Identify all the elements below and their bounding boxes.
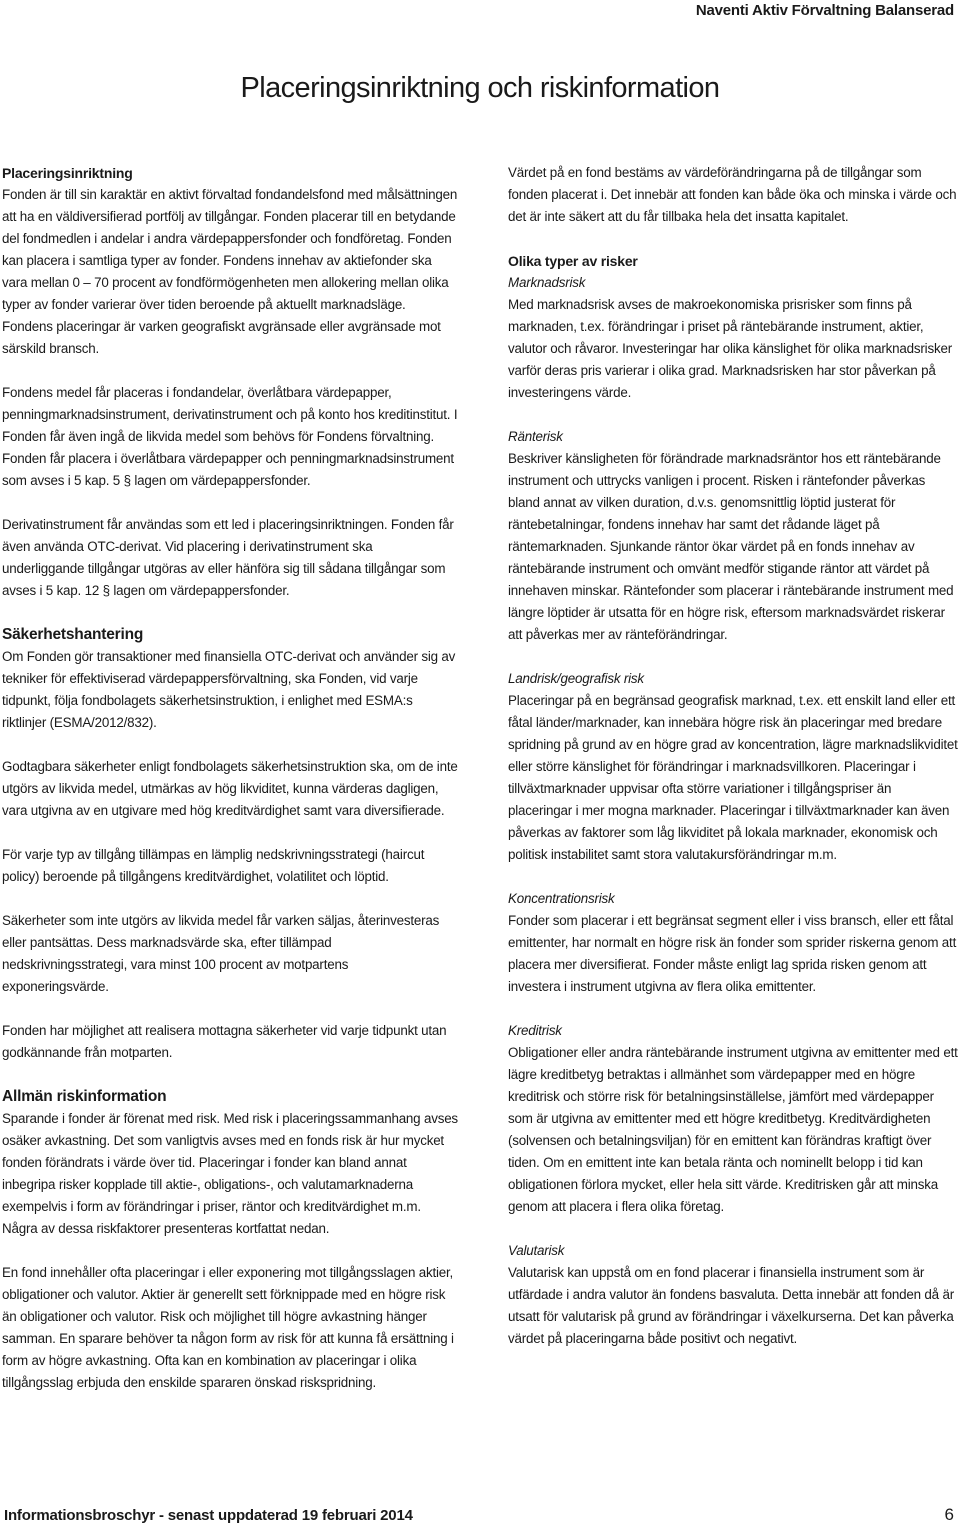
sakerhetshantering-paragraph-2: Godtagbara säkerheter enligt fondbolagets säkerhetsinstruktion ska, om de inte utgörs av likvida medel, utmärkas av hög likviditet, kunna värderas dagligen, vara utgivna av en utgivare med hög kreditvärdighet samt vara diversifierade. bbox=[2, 759, 458, 818]
sakerhetshantering-paragraph-5: Fonden har möjlighet att realisera mottagna säkerheter vid varje tidpunkt utan godkännande från motparten. bbox=[2, 1023, 447, 1060]
allman-riskinformation-paragraph-1: Sparande i fonder är förenat med risk. Med risk i placeringssammanhang avses osäker avkastning. Det som vanligtvis avses med en fonds risk är hur mycket fonden förändrats i värde över tid. Placeringar i fonder kan bland annat inbegripa risker kopplade till aktie-, obligations-, och valutamarknaderna exempelvis i form av förändringar i priser, räntor och kreditvärdighet m.m. Några av dessa riskfaktorer presenteras kortfattat nedan. bbox=[2, 1111, 458, 1236]
allman-riskinformation-paragraph-2: En fond innehåller ofta placeringar i eller exponering mot tillgångsslagen aktier, obligationer och valutor. Aktier är generellt sett förknippade med en högre risk än obligationer och valutor. Risk och möjlighet till högre avkastning hänger samman. En sparare behöver ta någon form av risk för att kunna få ersättning i form av högre avkastning. Ofta kan en kombination av placeringar i olika tillgångsslag erbjuda den enskilde spararen önskad riskspridning. bbox=[2, 1265, 454, 1390]
koncentrationsrisk-subheading: Koncentrationsrisk bbox=[508, 891, 615, 906]
page-title: Placeringsinriktning och riskinformation bbox=[240, 72, 720, 104]
placeringsinriktning-paragraph-2: Fondens medel får placeras i fondandelar, överlåtbara värdepapper, penningmarknadsinstrument, derivatinstrument och på konto hos kreditinstitut. I Fonden får även ingå de likvida medel som behövs för Fondens förvaltning. Fonden får placera i överlåtbara värdepapper och penningmarknadsinstrument som avses i 5 kap. 5 § lagen om värdepappersfonder. bbox=[2, 385, 458, 488]
placeringsinriktning-paragraph-3: Derivatinstrument får användas som ett led i placeringsinriktningen. Fonden får även använda OTC-derivat. Vid placering i derivatinstrument ska underliggande tillgångar utgöras av eller hänföra sig till sådana tillgångar som avses i 5 kap. 12 § lagen om värdepappersfonder. bbox=[2, 517, 454, 598]
fondvarde-intro-paragraph: Värdet på en fond bestäms av värdeförändringarna på de tillgångar som fonden placerat i. Det innebär att fonden kan både öka och minska i värde och det är inte säkert att du får tillbaka hela det insatta kapitalet. bbox=[508, 165, 957, 224]
placeringsinriktning-paragraph-1: Fonden är till sin karaktär en aktivt förvaltad fondandelsfond med målsättningen att ha en väldiversifierad portfölj av tillgångar. Fonden placerar till en betydande del fondmedlen i andelar i andra värdepappersfonder och fondföretag. Fonden kan placera i samtliga typer av fonder. Fondens innehav av aktiefonder ska vara mellan 0 – 70 procent av fondförmögenheten men allokering mellan olika typer av fonder varierar över tiden beroende på aktuellt marknadsläge. Fondens placeringar är varken geografiskt avgränsade eller avgränsade mot särskild bransch. bbox=[2, 187, 458, 356]
allman-riskinformation-heading: Allmän riskinformation bbox=[2, 1088, 167, 1105]
kreditrisk-subheading: Kreditrisk bbox=[508, 1023, 562, 1038]
right-column bbox=[508, 162, 958, 1350]
left-column bbox=[2, 162, 458, 1394]
ranterisk-subheading: Ränterisk bbox=[508, 429, 563, 444]
landrisk-paragraph: Placeringar på en begränsad geografisk marknad, t.ex. ett enskilt land eller ett fåtal länder/marknader, kan innebära högre risk än placeringar med bredare spridning på grund av en högre grad av koncentration, lägre marknadslikviditet eller större känslighet för förändringar i marknadsvillkoren. Placeringar i tillväxtmarknader uppvisar ofta större variationer i tillgångspriser än placeringar i mer mogna marknader. Placeringar i tillväxtmarknader kan även påverkas av faktorer som låg likviditet på lokala marknader, ekonomisk och politisk instabilitet samt stora valutakursförändringar m.m. bbox=[508, 693, 958, 862]
footer-updated-text: Informationsbroschyr - senast uppdaterad 19 februari 2014 bbox=[4, 1507, 413, 1524]
kreditrisk-paragraph: Obligationer eller andra räntebärande instrument utgivna av emittenter med ett lägre kreditbetyg betraktas i allmänhet som värdepapper med en högre kreditrisk och större risk för betalningsinställelse, jämfört med värdepapper som är utgivna av emittenter med ett högre kreditbetyg. Kreditvärdigheten (solvensen och betalningsviljan) för en emittent kan förändras kraftigt över tiden. Om en emittent inte kan betala ränta och nominellt belopp i tid kan obligationen förlora mycket, eller hela sitt värde. Kreditrisken går att minska genom att placera i flera olika företag. bbox=[508, 1045, 958, 1214]
marknadsrisk-subheading: Marknadsrisk bbox=[508, 275, 586, 290]
marknadsrisk-paragraph: Med marknadsrisk avses de makroekonomiska prisrisker som finns på marknaden, t.ex. förändringar i priset på räntebärande instrument, aktier, valutor och råvaror. Investeringar har olika känslighet för olika marknadsrisker varför deras pris varierar i olika grad. Marknadsrisken har stor påverkan på investeringens värde. bbox=[508, 297, 952, 400]
olika-typer-av-risker-heading: Olika typer av risker bbox=[508, 253, 638, 269]
valutarisk-paragraph: Valutarisk kan uppstå om en fond placerar i finansiella instrument som är utfärdade i andra valutor än fondens basvaluta. Detta innebär att fonden då är utsatt för valutarisk på grund av förändringar i växelkurserna. Det kan påverka värdet på placeringarna både positivt och negativt. bbox=[508, 1265, 954, 1346]
koncentrationsrisk-paragraph: Fonder som placerar i ett begränsat segment eller i viss bransch, eller ett fåtal emittenter, har normalt en högre risk än fonder som sprider riskerna genom att placera mer diversifierat. Fonder måste enligt lag sprida risken genom att investera i instrument utgivna av flera olika emittenter. bbox=[508, 913, 957, 994]
sakerhetshantering-paragraph-1: Om Fonden gör transaktioner med finansiella OTC-derivat och använder sig av tekniker för effektiviserad värdepappersförvaltning, ska Fonden, vid varje tidpunkt, följa fondbolagets säkerhetsinstruktion, i enlighet med ESMA:s riktlinjer (ESMA/2012/832). bbox=[2, 649, 456, 730]
placeringsinriktning-heading: Placeringsinriktning bbox=[2, 165, 133, 181]
sakerhetshantering-heading: Säkerhetshantering bbox=[2, 626, 144, 643]
valutarisk-subheading: Valutarisk bbox=[508, 1243, 565, 1258]
page-number: 6 bbox=[944, 1505, 954, 1524]
sakerhetshantering-paragraph-3: För varje typ av tillgång tillämpas en lämplig nedskrivningsstrategi (haircut policy) beroende på tillgångens kreditvärdighet, volatilitet och löptid. bbox=[2, 847, 425, 884]
sakerhetshantering-paragraph-4: Säkerheter som inte utgörs av likvida medel får varken säljas, återinvesteras eller pantsättas. Dess marknadsvärde ska, efter tillämpad nedskrivningsstrategi, vara minst 100 procent av motpartens exponeringsvärde. bbox=[2, 913, 440, 994]
ranterisk-paragraph: Beskriver känsligheten för förändrade marknadsräntor hos ett räntebärande instrument och uttrycks vanligen i procent. Risken i räntefonder påverkas bland annat av vilken duration, d.v.s. genomsnittlig löptid justerat för räntebetalningar, fondens innehav har samt det rådande läget på räntemarknaden. Sjunkande räntor ökar värdet på en fonds innehav av räntebärande instrument och omvänt medför stigande räntor att värdet på innehaven minskar. Räntefonder som placerar i räntebärande instrument med längre löptider är utsatta för en högre risk, eftersom marknadsvärdet riskerar att påverkas mer av ränteförändringar. bbox=[508, 451, 954, 642]
landrisk-subheading: Landrisk/geografisk risk bbox=[508, 671, 644, 686]
document-header-brand: Naventi Aktiv Förvaltning Balanserad bbox=[695, 2, 954, 19]
